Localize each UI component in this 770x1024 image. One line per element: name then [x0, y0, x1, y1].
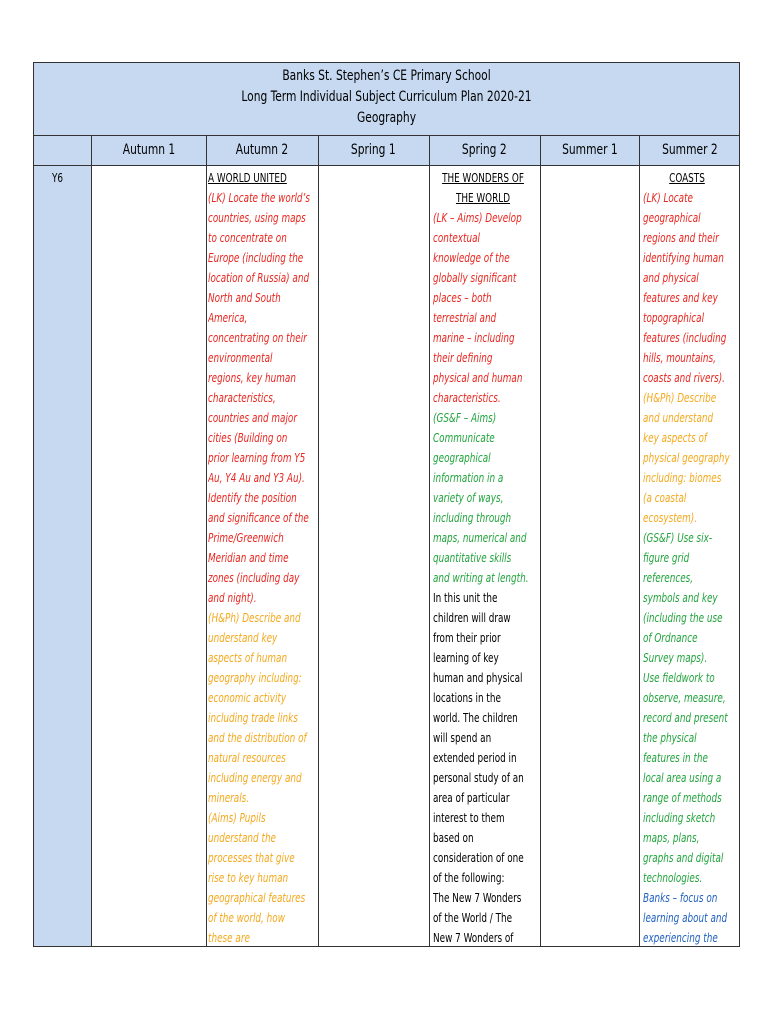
black-text-line: In this unit the — [433, 591, 498, 605]
black-text-line: interest to them — [433, 811, 505, 825]
green-text-line: features in the — [643, 751, 708, 765]
red-text-line: America, — [208, 311, 248, 325]
orange-text-line: including energy and — [208, 771, 302, 785]
blue-text-line: experiencing the — [643, 931, 718, 945]
black-text-line: of the following: — [433, 871, 505, 885]
orange-text-line: and the distribution of — [208, 731, 307, 745]
red-text-line: identifying human — [643, 251, 724, 265]
red-text-line: prior learning from Y5 — [208, 451, 306, 465]
divider — [91, 136, 92, 946]
green-text-line: Use fieldwork to — [643, 671, 715, 685]
green-text-line: variety of ways, — [433, 491, 504, 505]
orange-text-line: these are — [208, 931, 250, 945]
orange-text-line: geographical features — [208, 891, 306, 905]
green-text-line: of Ordnance — [643, 631, 698, 645]
black-text-line: world. The children — [433, 711, 518, 725]
summer-2-cell — [643, 168, 743, 946]
orange-text-line: key aspects of — [643, 431, 708, 445]
orange-text-line: including trade links — [208, 711, 298, 725]
green-text-line: technologies. — [643, 871, 703, 885]
red-text-line: regions, key human — [208, 371, 296, 385]
red-text-line: marine – including — [433, 331, 515, 345]
red-text-line: globally significant — [433, 271, 517, 285]
orange-text-line: of the world, how — [208, 911, 285, 925]
red-text-line: Identify the position — [208, 491, 297, 505]
orange-text-line: physical geography — [643, 451, 730, 465]
black-text-line: locations in the — [433, 691, 501, 705]
green-text-line: Survey maps). — [643, 651, 708, 665]
green-text-line: observe, measure, — [643, 691, 726, 705]
divider — [206, 136, 207, 946]
red-text-line: knowledge of the — [433, 251, 510, 265]
orange-text-line: (H&Ph) Describe — [643, 391, 717, 405]
subject-title: Geography — [356, 110, 417, 126]
orange-text-line: minerals. — [208, 791, 250, 805]
red-text-line: places – both — [433, 291, 492, 305]
red-text-line: physical and human — [433, 371, 523, 385]
col-spring-1: Spring 1 — [351, 142, 396, 158]
green-text-line: graphs and digital — [643, 851, 724, 865]
red-text-line: features (including — [643, 331, 727, 345]
row-label: Y6 — [52, 171, 64, 185]
red-text-line: features and key — [643, 291, 718, 305]
blue-text-line: learning about and — [643, 911, 728, 925]
black-text-line: will spend an — [433, 731, 492, 745]
red-text-line: topographical — [643, 311, 705, 325]
unit-title: COASTS — [669, 171, 705, 185]
green-text-line: references, — [643, 571, 694, 585]
red-text-line: terrestrial and — [433, 311, 497, 325]
black-text-line: area of particular — [433, 791, 510, 805]
red-text-line: hills, mountains, — [643, 351, 716, 365]
black-text-line: based on — [433, 831, 474, 845]
red-text-line: to concentrate on — [208, 231, 287, 245]
black-text-line: New 7 Wonders of — [433, 931, 514, 945]
black-text-line: consideration of one — [433, 851, 524, 865]
orange-text-line: processes that give — [208, 851, 295, 865]
red-text-line: characteristics. — [433, 391, 501, 405]
unit-title: A WORLD UNITED — [208, 171, 287, 185]
orange-text-line: and understand — [643, 411, 714, 425]
green-text-line: figure grid — [643, 551, 690, 565]
col-spring-2: Spring 2 — [462, 142, 507, 158]
red-text-line: Europe (including the — [208, 251, 304, 265]
red-text-line: and physical — [643, 271, 699, 285]
orange-text-line: geography including: — [208, 671, 302, 685]
green-text-line: maps, plans, — [643, 831, 700, 845]
green-text-line: quantitative skills — [433, 551, 512, 565]
col-autumn-1: Autumn 1 — [122, 142, 175, 158]
red-text-line: (LK) Locate — [643, 191, 694, 205]
red-text-line: their defining — [433, 351, 493, 365]
red-text-line: geographical — [643, 211, 701, 225]
col-autumn-2: Autumn 2 — [235, 142, 289, 158]
red-text-line: and significance of the — [208, 511, 309, 525]
black-text-line: personal study of an — [433, 771, 524, 785]
black-text-line: from their prior — [433, 631, 501, 645]
unit-title: THE WONDERS OF — [442, 171, 524, 185]
orange-text-line: economic activity — [208, 691, 287, 705]
green-text-line: geographical — [433, 451, 491, 465]
green-text-line: information in a — [433, 471, 504, 485]
green-text-line: symbols and key — [643, 591, 718, 605]
table-header — [34, 63, 739, 136]
red-text-line: cities (Building on — [208, 431, 288, 445]
orange-text-line: aspects of human — [208, 651, 288, 665]
orange-text-line: ecosystem). — [643, 511, 698, 525]
red-text-line: North and South — [208, 291, 281, 305]
green-text-line: maps, numerical and — [433, 531, 527, 545]
green-text-line: the physical — [643, 731, 697, 745]
divider — [639, 136, 640, 946]
orange-text-line: (Aims) Pupils — [208, 811, 266, 825]
red-text-line: zones (including day — [208, 571, 300, 585]
orange-text-line: (H&Ph) Describe and — [208, 611, 301, 625]
red-text-line: contextual — [433, 231, 481, 245]
red-text-line: location of Russia) and — [208, 271, 310, 285]
row-label-bg — [34, 166, 91, 946]
unit-title: THE WORLD — [455, 191, 511, 205]
black-text-line: learning of key — [433, 651, 499, 665]
green-text-line: range of methods — [643, 791, 722, 805]
black-text-line: human and physical — [433, 671, 523, 685]
col-summer-2: Summer 2 — [662, 142, 718, 158]
red-text-line: and night). — [208, 591, 257, 605]
green-text-line: record and present — [643, 711, 728, 725]
red-text-line: Prime/Greenwich — [208, 531, 284, 545]
red-text-line: regions and their — [643, 231, 719, 245]
orange-text-line: natural resources — [208, 751, 286, 765]
green-text-line: (GS&F – Aims) — [433, 411, 497, 425]
red-text-line: environmental — [208, 351, 273, 365]
red-text-line: Meridian and time — [208, 551, 289, 565]
red-text-line: (LK) Locate the world’s — [208, 191, 310, 205]
red-text-line: concentrating on their — [208, 331, 307, 345]
black-text-line: The New 7 Wonders — [433, 891, 522, 905]
red-text-line: countries and major — [208, 411, 297, 425]
orange-text-line: including: biomes — [643, 471, 722, 485]
green-text-line: including sketch — [643, 811, 716, 825]
green-text-line: including through — [433, 511, 512, 525]
autumn-2-cell — [208, 168, 320, 946]
green-text-line: (GS&F) Use six- — [643, 531, 713, 545]
red-text-line: countries, using maps — [208, 211, 306, 225]
plan-title: Long Term Individual Subject Curriculum Plan 2020-21 — [241, 89, 532, 105]
spring-2-cell — [433, 168, 543, 946]
green-text-line: Communicate — [433, 431, 495, 445]
red-text-line: characteristics, — [208, 391, 276, 405]
red-text-line: (LK – Aims) Develop — [433, 211, 522, 225]
divider — [429, 136, 430, 946]
red-text-line: coasts and rivers). — [643, 371, 725, 385]
curriculum-table — [33, 62, 740, 947]
orange-text-line: rise to key human — [208, 871, 289, 885]
green-text-line: (including the use — [643, 611, 723, 625]
school-name: Banks St. Stephen’s CE Primary School — [282, 68, 491, 84]
black-text-line: extended period in — [433, 751, 517, 765]
black-text-line: children will draw — [433, 611, 511, 625]
orange-text-line: understand key — [208, 631, 278, 645]
blue-text-line: Banks – focus on — [643, 891, 718, 905]
black-text-line: of the World / The — [433, 911, 513, 925]
col-summer-1: Summer 1 — [561, 142, 618, 158]
green-text-line: local area using a — [643, 771, 722, 785]
red-text-line: Au, Y4 Au and Y3 Au). — [208, 471, 305, 485]
orange-text-line: (a coastal — [643, 491, 687, 505]
green-text-line: and writing at length. — [433, 571, 529, 585]
orange-text-line: understand the — [208, 831, 277, 845]
